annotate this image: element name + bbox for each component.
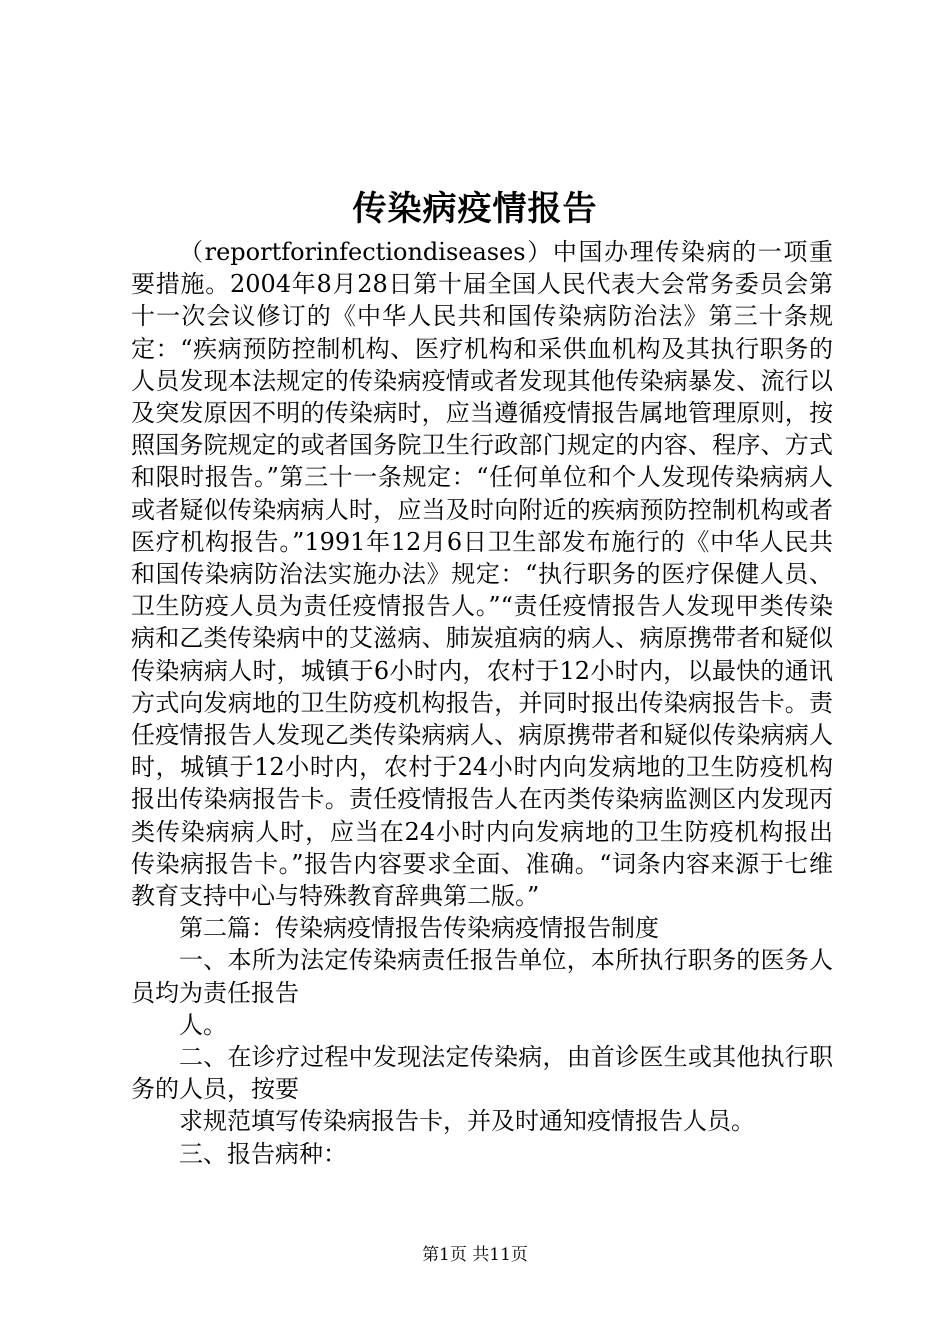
page-number: 第1页 共11页 (422, 1245, 528, 1265)
paragraph-item-2: 二、在诊疗过程中发现法定传染病，由首诊医生或其他执行职务的人员，按要 (131, 1043, 833, 1104)
paragraph-item-1-continued: 人。 (179, 1010, 227, 1039)
paragraph-section-heading: 第二篇：传染病疫情报告传染病疫情报告制度 (179, 914, 659, 943)
paragraph-item-2-continued: 求规范填写传染病报告卡，并及时通知疫情报告人员。 (179, 1107, 755, 1136)
document-title: 传染病疫情报告 (352, 189, 598, 229)
paragraph-item-1: 一、本所为法定传染病责任报告单位，本所执行职务的医务人员均为责任报告 (131, 946, 833, 1007)
paragraph-definition: （reportforinfectiondiseases）中国办理传染病的一项重要措施。2004年8月28日第十届全国人民代表大会常务委员会第十一次会议修订的《中华人民共和国传染病防治法》第三十条规定：“疾病预防控制机构、医疗机构和采供血机构及其执行职务的人员发现本法规定的传染病疫情或者发现其他传染病暴发、流行以及突发原因不明的传染病时，应当遵循疫情报告属地管理原则，按照国务院规定的或者国务院卫生行政部门规定的内容、程序、方式和限时报告。”第三十一条规定：“任何单位和个人发现传染病病人或者疑似传染病病人时，应当及时向附近的疾病预防控制机构或者医疗机构报告。”1991年12月6日卫生部发布施行的《中华人民共和国传染病防治法实施办法》规定：“执行职务的医疗保健人员、卫生防疫人员为责任疫情报告人。”“责任疫情报告人发现甲类传染病和乙类传染病中的艾滋病、肺炭疽病的病人、病原携带者和疑似传染病病人时，城镇于6小时内，农村于12小时内，以最快的通讯方式向发病地的卫生防疫机构报告，并同时报出传染病报告卡。责任疫情报告人发现乙类传染病病人、病原携带者和疑似传染病病人时，城镇于12小时内，农村于24小时内向发病地的卫生防疫机构报出传染病报告卡。责任疫情报告人在丙类传染病监测区内发现丙类传染病病人时，应当在24小时内向发病地的卫生防疫机构报出传染病报告卡。”报告内容要求全面、准确。“词条内容来源于七维教育支持中心与特殊教育辞典第二版。” (131, 238, 833, 911)
document-body (131, 236, 833, 1170)
paragraph-item-3: 三、报告病种： (179, 1139, 347, 1168)
